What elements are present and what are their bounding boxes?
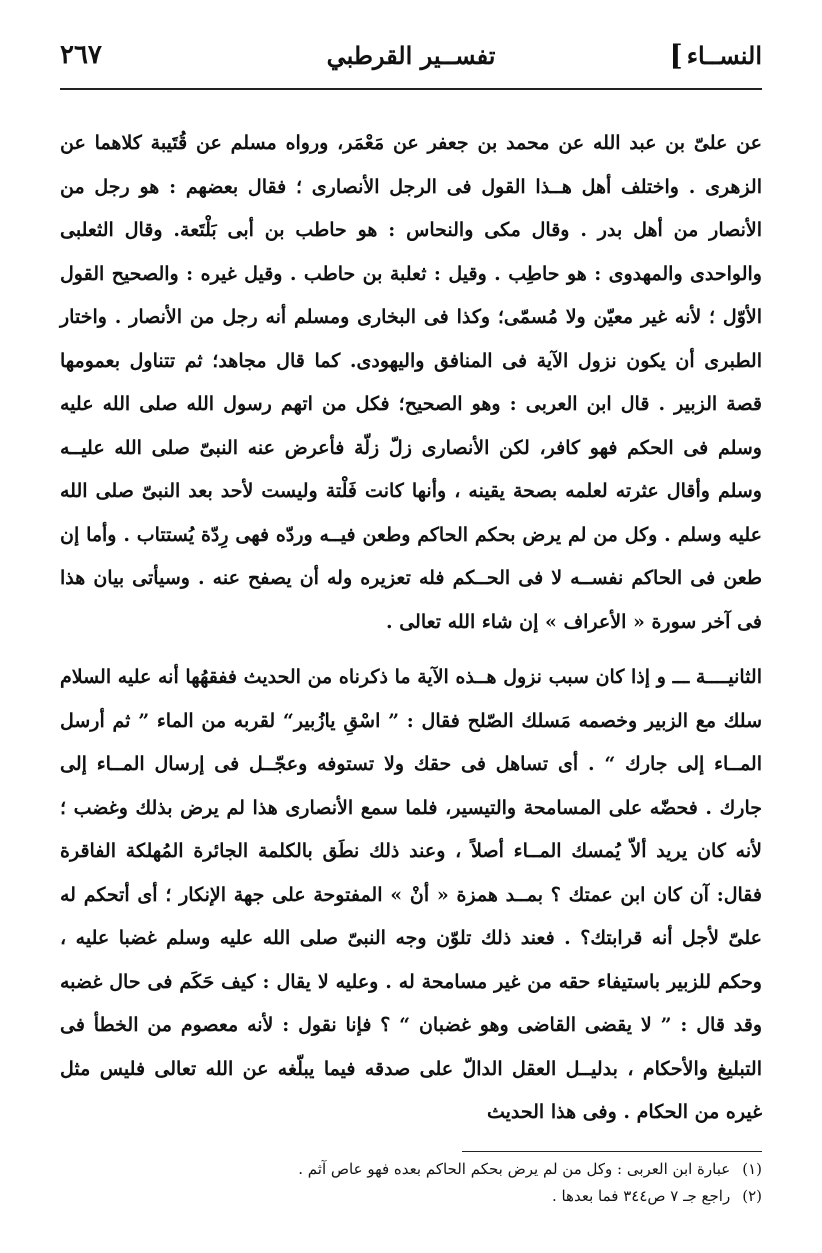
footnote-number: (٢)	[742, 1186, 762, 1205]
chapter-heading	[669, 39, 762, 72]
main-text	[60, 122, 762, 1135]
footnote-text: راجع جـ ٧ ص٣٤٤ فما بعدها .	[551, 1186, 731, 1205]
chapter-bracket: ]	[669, 38, 683, 72]
paragraph-1: عن علىّ بن عبد الله عن محمد بن جعفر عن مَعْمَر، ورواه مسلم عن قُتَيبة كلاهما عن الزهرى . واختلف أهل هــذا القول فى الرجل الأنصارى ؛ فقال بعضهم : هو رجل من الأنصار من أهل بدر . وقال مكى والنحاس : هو حاطب بن أبى بَلْتَعة. وقال الثعلبى والواحدى والمهدوى : هو حاطِب . وقيل : ثعلبة بن حاطب . وقيل غيره : والصحيح القول الأوّل ؛ لأنه غير معيّن ولا مُسمّى؛ وكذا فى البخارى ومسلم أنه رجل من الأنصار . واختار الطبرى أن يكون نزول الآية فى المنافق واليهودى. كما قال مجاهد؛ ثم تتناول بعمومها قصة الزبير . قال ابن العربى : وهو الصحيح؛ فكل من اتهم رسول الله صلى الله عليه وسلم فى الحكم فهو كافر، لكن الأنصارى زلّ زلّة فأعرض عنه النبىّ صلى الله عليــه وسلم وأقال عثرته لعلمه بصحة يقينه ، وأنها كانت فَلْتة وليست لأحد بعد النبىّ صلى الله عليه وسلم . وكل من لم يرض بحكم الحاكم وطعن فيــه وردّه فهى رِدّة يُستتاب . وأما إن طعن فى الحاكم نفســه لا فى الحــكم فله تعزيره وله أن يصفح عنه . وسيأتى بيان هذا فى آخر سورة « الأعراف » إن شاء الله تعالى .	[60, 132, 762, 633]
footnote-2	[60, 1183, 762, 1210]
chapter-title: النســاء	[686, 40, 762, 70]
footnotes	[60, 1156, 762, 1210]
page-number: ٢٦٧	[60, 40, 102, 70]
footnote-text: عبارة ابن العربى : وكل من لم يرض بحكم الحاكم بعده فهو عاص آثم .	[298, 1159, 731, 1178]
paragraph-2: الثانيــــة ـــ و إذا كان سبب نزول هــذه الآية ما ذكرناه من الحديث ففقهُها أنه عليه السلام سلك مع الزبير وخصمه مَسلك الصّلح فقال : ” اسْقِ يازُبير“ لقربه من الماء ” ثم أرسل المــاء إلى جارك “ . أى تساهل فى حقك ولا تستوفه وعجّــل فى إرسال المــاء إلى جارك . فحضّه على المسامحة والتيسير، فلما سمع الأنصارى هذا لم يرض بذلك وغضب ؛ لأنه كان يريد ألاّ يُمسك المــاء أصلاً ، وعند ذلك نطَق بالكلمة الجائرة المُهلكة الفاقرة فقال: آن كان ابن عمتك ؟ بمــد همزة « أنْ » المفتوحة على جهة الإنكار ؛ أى أتحكم له علىّ لأجل أنه قرابتك؟ . فعند ذلك تلوّن وجه النبىّ صلى الله عليه وسلم غضبا عليه ، وحكم للزبير باستيفاء حقه من غير مسامحة له . وعليه لا يقال : كيف حَكَم فى حال غضبه وقد قال : ” لا يقضى القاضى وهو غضبان “ ؟ فإنا نقول : لأنه معصوم من الخطأ فى التبليغ والأحكام ، بدليــل العقل الدالّ على صدقه فيما يبلّغه عن الله تعالى فليس مثل غيره من الحكام . وفى هذا الحديث	[60, 666, 762, 1123]
footnote-1	[60, 1156, 762, 1183]
book-page	[60, 30, 762, 1230]
footnote-number: (١)	[742, 1159, 762, 1178]
header-divider	[60, 88, 762, 90]
page-header	[60, 30, 762, 80]
footnote-divider	[462, 1151, 762, 1152]
book-title: تفســير القرطبي	[326, 40, 496, 70]
